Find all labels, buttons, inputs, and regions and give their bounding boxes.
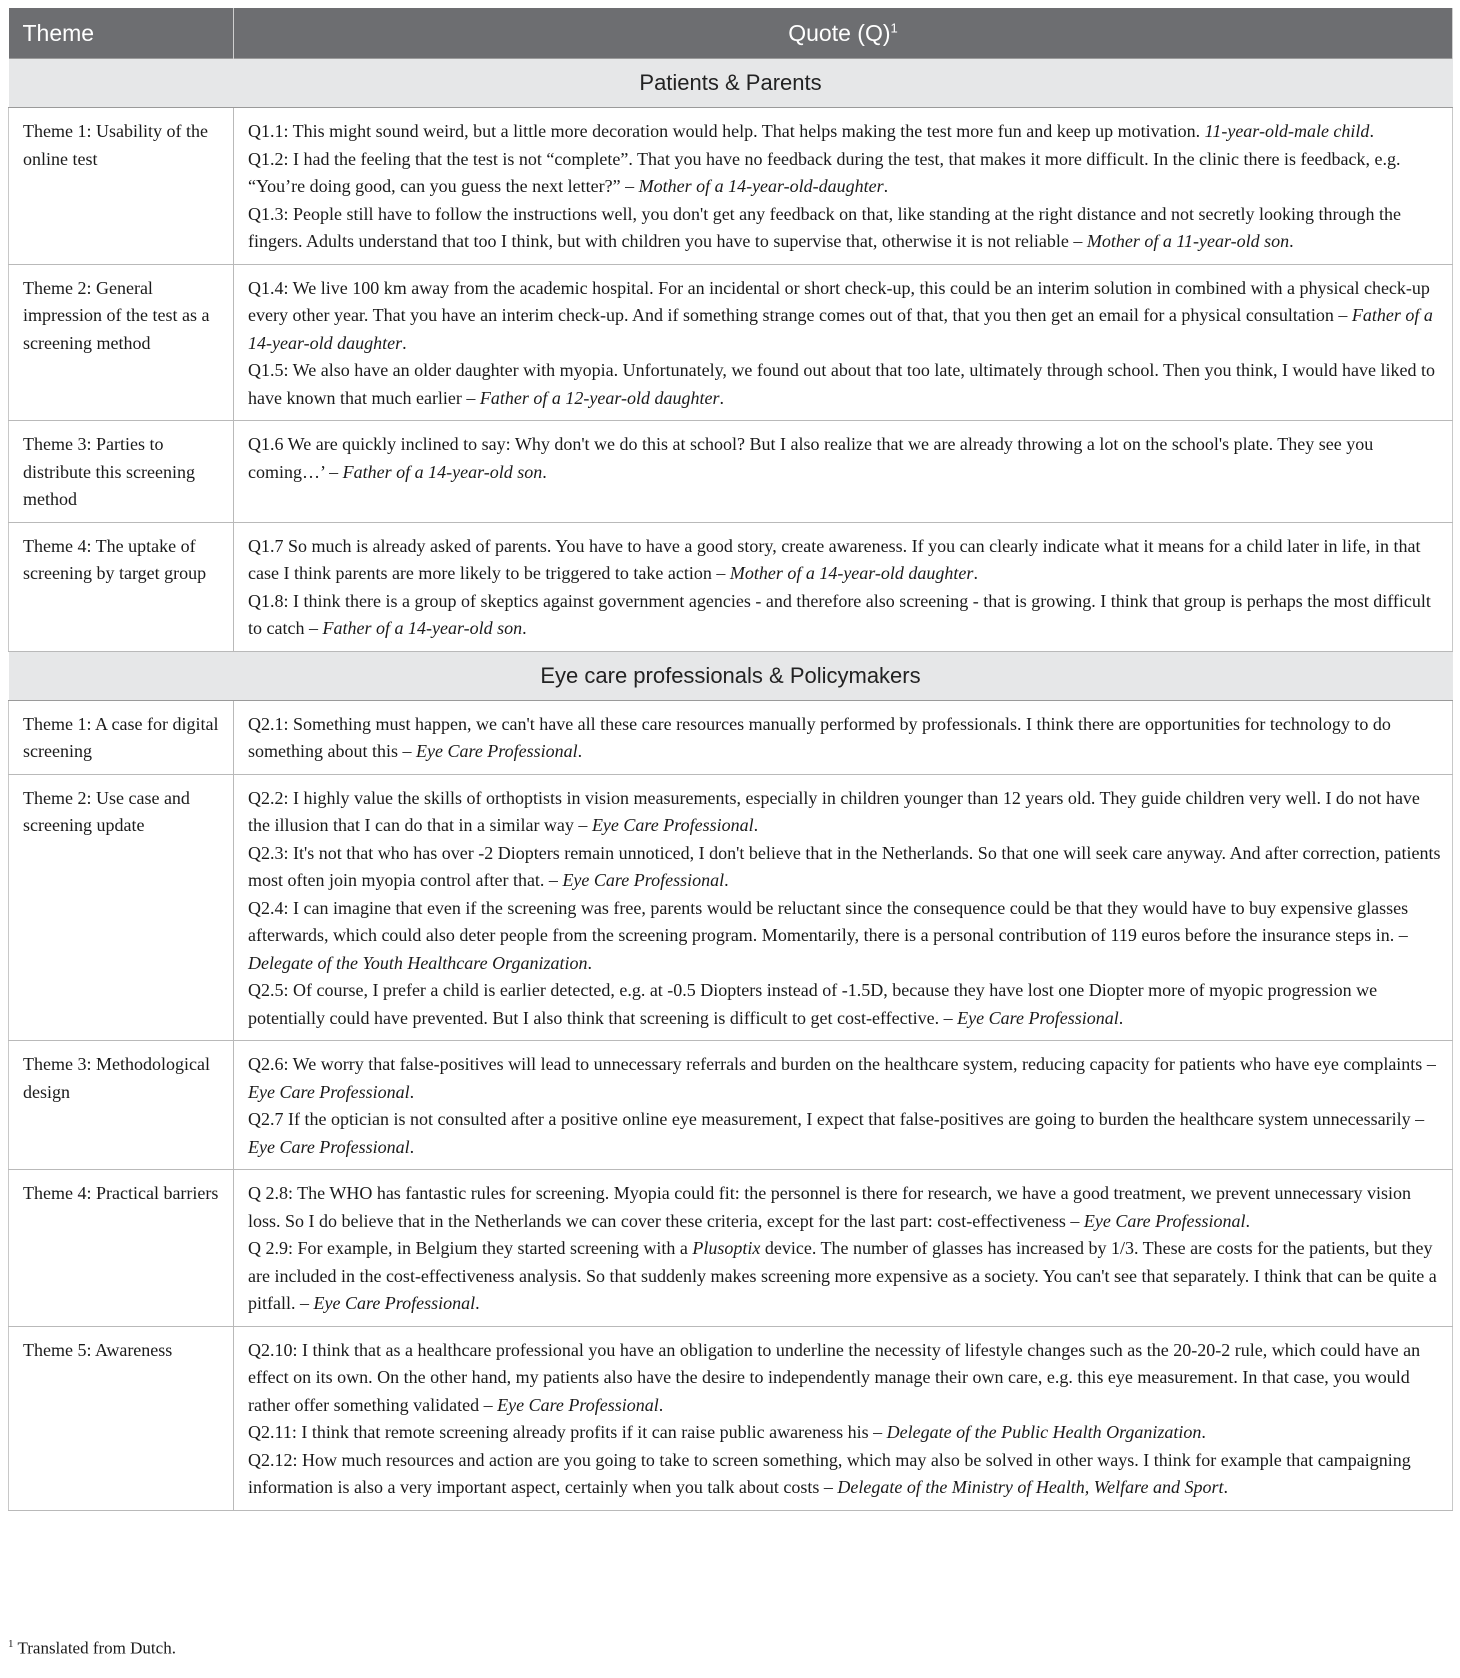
quote-text: [248, 785, 1442, 840]
quote-fragment: Q1.8: I think there is a group of skeptics against government agencies - and therefore also screening - that is growing. I think that group is perhaps the most difficult to catch –: [248, 590, 1431, 638]
quote-cell: [234, 522, 1453, 651]
quote-fragment: .: [1223, 1477, 1228, 1497]
quote-source: Delegate of the Youth Healthcare Organization: [248, 952, 588, 973]
quote-fragment: Q2.5: Of course, I prefer a child is earlier detected, e.g. at -0.5 Diopters instead of -1.5D, because they have lost one Diopter more of myopic progression we potentially could have prevented. But I also think that screening is difficult to get cost-effective. –: [248, 980, 1378, 1028]
quote-text: [248, 146, 1442, 201]
quote-text: [248, 588, 1442, 643]
table-header-row: [9, 8, 1453, 59]
quote-source: Eye Care Professional: [313, 1293, 476, 1313]
quote-text: [248, 1051, 1442, 1106]
quote-fragment: Q1.4: We live 100 km away from the academic hospital. For an incidental or short check-up, this could be an interim solution in combined with a physical check-up every other year. That you have an interim check-up. And if something strange comes out of that, that you then get an email for a physical consultation –: [248, 277, 1430, 325]
quote-fragment: .: [1289, 231, 1294, 251]
theme-cell: Theme 1: Usability of the online test: [9, 108, 234, 265]
quote-source: Delegate of the Ministry of Health, Welfare and Sport: [837, 1477, 1224, 1497]
quote-source: Eye Care Professional: [497, 1394, 659, 1415]
quote-fragment: .: [409, 1081, 415, 1102]
quote-fragment: .: [409, 1136, 415, 1157]
quote-cell: [234, 1170, 1453, 1327]
quote-fragment: .: [658, 1394, 664, 1415]
quote-text: [248, 977, 1442, 1032]
quote-cell: [234, 264, 1453, 421]
quote-source: Eye Care Professional: [591, 815, 754, 835]
quote-fragment: Q2.4: I can imagine that even if the screening was free, parents would be reluctant since the consequence could be that they would have to buy expensive glasses afterwards, which could also deter people from the screening program. Momentarily, there is a personal contribution of 119 euros before the insurance steps in. –: [248, 897, 1409, 945]
table-row: [9, 1170, 1453, 1327]
footnote-text: Translated from Dutch.: [17, 1638, 176, 1658]
quote-source: Eye Care Professional: [416, 741, 578, 761]
quotes-table: [8, 8, 1453, 1511]
quote-fragment: .: [475, 1293, 480, 1313]
table-body: [9, 59, 1453, 1511]
table-row: [9, 774, 1453, 1041]
quote-cell: [234, 700, 1453, 774]
quote-fragment: device. The number of glasses has increased by 1/3. These are costs for the patients, but they are included in the cost-effectiveness analysis. So that suddenly makes screening more expensive as a society. You can't see that separately. I think that can be quite a pitfall. –: [248, 1238, 1437, 1313]
theme-cell: Theme 4: The uptake of screening by target group: [9, 522, 234, 651]
quote-fragment: Q1.6 We are quickly inclined to say: Why don't we do this at school? But I also realize that we are already throwing a lot on the school's plate. They see you coming…’ –: [248, 434, 1374, 482]
quotes-table-container: [8, 8, 1452, 1511]
quote-fragment: Q2.3: It's not that who has over -2 Diopters remain unnoticed, I don't believe that in the Netherlands. So that one will seek care anyway. And after correction, patients most often join myopia control after that. –: [248, 842, 1441, 890]
quote-text: [248, 201, 1442, 256]
quote-fragment: Q2.10: I think that as a healthcare professional you have an obligation to underline the necessity of lifestyle changes such as the 20-20-2 rule, which could have an effect on its own. On the other hand, my patients also have the desire to independently manage their own care, e.g. this eye measurement. In that case, you would rather offer something validated –: [248, 1339, 1421, 1415]
theme-cell: Theme 1: A case for digital screening: [9, 700, 234, 774]
quote-fragment: Q1.5: We also have an older daughter with myopia. Unfortunately, we found out about that too late, ultimately through school. Then you think, I would have liked to have known that much earlier –: [248, 360, 1435, 408]
quote-fragment: .: [1201, 1422, 1206, 1442]
quote-source: Mother of a 11-year-old son: [1086, 231, 1290, 251]
quote-fragment: .: [587, 952, 592, 973]
quote-fragment: Q2.6: We worry that false-positives will lead to unnecessary referrals and burden on the healthcare system, reducing capacity for patients who have eye complaints –: [248, 1054, 1436, 1074]
quote-text: [248, 1419, 1442, 1447]
table-row: [9, 108, 1453, 265]
quote-source: Mother of a 14-year-old daughter: [729, 563, 974, 583]
table-row: [9, 522, 1453, 651]
quote-source: Plusoptix: [692, 1238, 761, 1258]
table-row: [9, 1041, 1453, 1170]
quote-fragment: Q 2.9: For example, in Belgium they started screening with a: [248, 1238, 693, 1258]
quote-fragment: .: [542, 461, 547, 482]
quote-source: 11-year-old-male child: [1204, 121, 1370, 141]
quote-text: [248, 1180, 1442, 1235]
quote-text: [248, 1337, 1442, 1420]
quote-fragment: Q1.2: I had the feeling that the test is not “complete”. That you have no feedback during the test, that makes it more difficult. In the clinic there is feedback, e.g. “You’re doing good, can you guess the next letter?” –: [248, 148, 1401, 196]
quote-fragment: Q2.1: Something must happen, we can't have all these care resources manually performed by professionals. I think there are opportunities for technology to do something about this –: [248, 713, 1391, 761]
quote-text: [248, 275, 1442, 358]
quote-text: [248, 840, 1442, 895]
section-header-row: [9, 651, 1453, 700]
quote-fragment: Q1.7 So much is already asked of parents. You have to have a good story, create awareness. If you can clearly indicate what it means for a child later in life, in that case I think parents are more likely to be triggered to take action –: [248, 535, 1421, 583]
quote-fragment: .: [719, 387, 725, 408]
section-title: Eye care professionals & Policymakers: [9, 651, 1453, 700]
theme-cell: Theme 2: Use case and screening update: [9, 774, 234, 1041]
quote-cell: [234, 421, 1453, 523]
column-header-quote: [234, 8, 1453, 59]
quote-text: [248, 357, 1442, 412]
quote-source: Eye Care Professional: [1083, 1210, 1246, 1231]
table-row: [9, 1326, 1453, 1510]
quote-fragment: .: [577, 741, 583, 761]
column-header-quote-label: Quote (Q): [788, 19, 891, 46]
quote-fragment: .: [1118, 1007, 1124, 1028]
quote-fragment: .: [724, 870, 729, 890]
quote-fragment: .: [1245, 1210, 1250, 1231]
table-row: [9, 700, 1453, 774]
footnote: [8, 1638, 176, 1659]
table-row: [9, 264, 1453, 421]
quote-fragment: .: [883, 176, 889, 196]
theme-cell: Theme 4: Practical barriers: [9, 1170, 234, 1327]
quote-fragment: Q2.7 If the optician is not consulted after a positive online eye measurement, I expect that false-positives are going to burden the healthcare system unnecessarily –: [248, 1109, 1425, 1129]
theme-cell: Theme 3: Parties to distribute this screening method: [9, 421, 234, 523]
quote-source: Delegate of the Public Health Organization: [886, 1422, 1202, 1442]
quote-text: [248, 431, 1442, 486]
section-header-row: [9, 59, 1453, 108]
quote-source: Father of a 14-year-old son: [322, 618, 523, 638]
quote-fragment: .: [753, 815, 759, 835]
quote-text: [248, 711, 1442, 766]
quote-fragment: .: [973, 563, 978, 583]
quote-cell: [234, 108, 1453, 265]
table-row: [9, 421, 1453, 523]
quote-fragment: Q2.12: How much resources and action are you going to take to screen something, which may also be solved in other ways. I think for example that campaigning information is also a very important aspect, certainly when you talk about costs –: [248, 1449, 1411, 1497]
quote-source: Eye Care Professional: [957, 1007, 1119, 1028]
quote-fragment: .: [1369, 121, 1374, 141]
quote-text: [248, 1106, 1442, 1161]
footnote-number: 1: [8, 1638, 14, 1650]
quote-cell: [234, 774, 1453, 1041]
quote-source: Father of a 14-year-old daughter: [248, 305, 1433, 353]
quote-fragment: Q1.3: People still have to follow the instructions well, you don't get any feedback on that, like standing at the right distance and not secretly looking through the fingers. Adults understand that too I think, but with children you have to supervise that, otherwise it is not reliable –: [248, 203, 1402, 251]
quote-fragment: Q 2.8: The WHO has fantastic rules for screening. Myopia could fit: the personnel is there for research, we have a good treatment, we prevent unnecessary vision loss. So I do believe that in the Netherlands we can cover these criteria, except for the last part: cost-effectiveness –: [248, 1183, 1411, 1231]
quote-fragment: Q2.11: I think that remote screening already profits if it can raise public awareness his –: [248, 1422, 887, 1442]
section-title: Patients & Parents: [9, 59, 1453, 108]
quote-source: Eye Care Professional: [248, 1136, 410, 1157]
theme-cell: Theme 5: Awareness: [9, 1326, 234, 1510]
quote-cell: [234, 1041, 1453, 1170]
quote-fragment: Q1.1: This might sound weird, but a little more decoration would help. That helps making the test more fun and keep up motivation.: [248, 121, 1205, 141]
quote-text: [248, 533, 1442, 588]
quote-cell: [234, 1326, 1453, 1510]
quote-source: Eye Care Professional: [248, 1081, 410, 1102]
quote-source: Father of a 14-year-old son: [342, 461, 543, 482]
quote-source: Mother of a 14-year-old-daughter: [638, 176, 884, 196]
quote-fragment: .: [522, 618, 527, 638]
footnote-marker: 1: [890, 19, 898, 35]
quote-source: Eye Care Professional: [562, 870, 725, 890]
column-header-theme: Theme: [9, 8, 234, 59]
quote-text: [248, 1447, 1442, 1502]
quote-text: [248, 118, 1442, 146]
quote-fragment: .: [402, 332, 407, 353]
quote-source: Father of a 12-year-old daughter: [479, 387, 720, 408]
quote-text: [248, 1235, 1442, 1318]
quote-text: [248, 895, 1442, 978]
theme-cell: Theme 2: General impression of the test as a screening method: [9, 264, 234, 421]
quote-fragment: Q2.2: I highly value the skills of orthoptists in vision measurements, especially in children younger than 12 years old. They guide children very well. I do not have the illusion that I can do that in a similar way –: [248, 787, 1420, 835]
theme-cell: Theme 3: Methodological design: [9, 1041, 234, 1170]
